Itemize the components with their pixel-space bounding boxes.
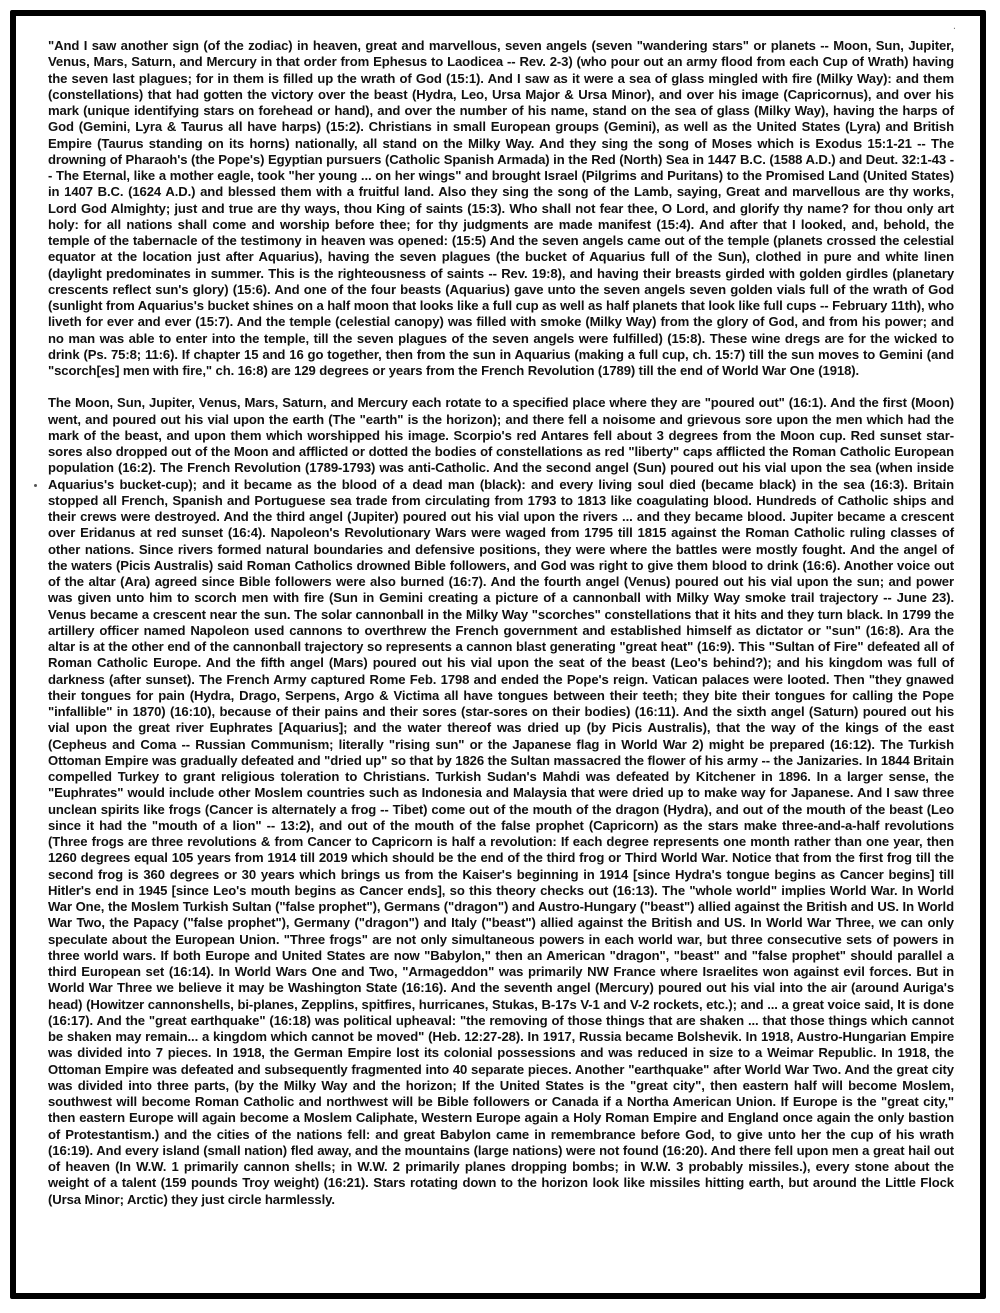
document-body [48, 38, 954, 1208]
paragraph-revelation-16: The Moon, Sun, Jupiter, Venus, Mars, Saturn, and Mercury each rotate to a specified place where they are "poured out" (16:1). And the first (Moon) went, and poured out his vial upon the earth (The "earth" is the horizon); and there fell a noisome and grievous sore upon the men which had the mark of the beast, and upon them which worshipped his image. Scorpio's red Antares fell about 3 degrees from the Moon cup. Red sunset star-sores also dropped out of the Moon and afflicted or dotted the bodies of constellations as red "liberty" caps afflicted the Roman Catholic European population (16:2). The French Revolution (1789-1793) was anti-Catholic. And the second angel (Sun) poured out his vial upon the sea (when inside Aquarius's bucket-cup); and it became as the blood of a dead man (black): and every living soul died (became black) in the sea (16:3). Britain stopped all French, Spanish and Portuguese sea trade from circulating from 1793 to 1813 like coagulating blood. Hundreds of Catholic ships and their crews were destroyed. And the third angel (Jupiter) poured out his vial upon the rivers ... and they became blood. Jupiter became a crescent over Eridanus at red sunset (16:4). Napoleon's Revolutionary Wars were waged from 1795 till 1815 against the Roman Catholic ruling classes of other nations. Since rivers formed natural boundaries and defensive positions, they were where the battles were mostly fought. And the angel of the waters (Picis Australis) said Roman Catholics drowned Bible followers, and God was right to give them blood to drink (16:6). Another voice out of the altar (Ara) agreed since Bible followers were also burned (16:7). And the fourth angel (Venus) poured out his vial upon the sun; and power was given unto him to scorch men with fire (Sun in Gemini creating a picture of a cannonball with Milky Way smoke trail trajectory -- June 23). Venus became a crescent near the sun. The solar cannonball in the Milky Way "scorches" constellations that it hits and they turn black. In 1799 the artillery officer named Napoleon used cannons to overthrew the French government and established himself as dictator or "sun" (16:8). Ara the altar is at the other end of the cannonball trajectory so represents a cannon blast generating "great heat" (16:9). This "Sultan of Fire" defeated all of Roman Catholic Europe. And the fifth angel (Mars) poured out his vial upon the seat of the beast (Leo's behind?); and his kingdom was full of darkness (after sunset). The French Army captured Rome Feb. 1798 and ended the Pope's reign. Vatican palaces were looted. Then "they gnawed their tongues for pain (Hydra, Drago, Serpens, Argo & Victima all have tongues between their teeth; they bite their tongues for calling the Pope "infallible" in 1870) (16:10), because of their pains and their sores (star-sores on their bodies) (16:11). And the sixth angel (Saturn) poured out his vial upon the great river Euphrates [Aquarius]; and the water thereof was dried up (by Picis Australis), that the way of the kings of the east (Cepheus and Coma -- Russian Communism; literally "rising sun" or the Japanese flag in World War 2) might be prepared (16:12). The Turkish Ottoman Empire was gradually defeated and "dried up" so that by 1826 the Sultan massacred the flower of his army -- the Janizaries. In 1844 Britain compelled Turkey to grant religious toleration to Christians. Turkish Sudan's Mahdi was defeated by Kitchener in 1896. In a larger sense, the "Euphrates" would include other Moslem countries such as Indonesia and Malaysia that were dried up to make way for Japanese. And I saw three unclean spirits like frogs (Cancer is alternately a frog -- Tibet) come out of the mouth of the dragon (Hydra), and out of the mouth of the beast (Leo since it had the "mouth of a lion" -- 13:2), and out of the mouth of the false prophet (Capricorn) as the stars make three-and-a-half revolutions (Three frogs are three revolutions & from Cancer to Capricorn is half a revolution: If each degree represents one month rather than one year, then 1260 degrees equal 105 years from 1914 till 2019 which should be the end of the third frog or Third World War. Notice that from the first frog till the second frog is 360 degrees or 30 years which brings us from the Kaiser's beginning in 1914 [since Hydra's tongue begins as Cancer begins] till Hitler's end in 1945 [since Leo's mouth begins as Cancer ends], so this theory checks out (16:13). The "whole world" implies World War. In World War One, the Moslem Turkish Sultan ("false prophet"), Germans ("dragon") and Austro-Hungary ("beast") allied against the British and US. In World War Two, the Papacy ("false prophet"), Germany ("dragon") and Italy ("beast") allied against the British and US. In World War Three, we can only speculate about the European Union. "Three frogs" are not only simultaneous powers in each world war, but three consecutive sets of powers in three world wars. If both Europe and United States are now "Babylon," then an American "dragon", "beast" and "false prophet" should parallel a third European set (16:14). In World Wars One and Two, "Armageddon" was primarily NW France where Israelites won against evil forces. But in World War Three we believe it may be Washington State (16:16). And the seventh angel (Mercury) poured out his vial into the air (around Auriga's head) (Howitzer cannonshells, bi-planes, Zepplins, spitfires, hurricanes, Stukas, B-17s V-1 and V-2 rockets, etc.); and ... a great voice said, It is done (16:17). And the "great earthquake" (16:18) was political upheaval: "the removing of those things that are shaken ... that those things which cannot be shaken may remain... a kingdom which cannot be moved" (Heb. 12:27-28). In 1917, Russia became Bolshevik. In 1918, Austro-Hungarian Empire was divided into 7 pieces. In 1918, the German Empire lost its colonial possessions and was reduced in size to a Weimar Republic. In 1918, the Ottoman Empire was defeated and subsequently fragmented into 40 separate pieces. Another "earthquake" after World War Two. And the great city was divided into three parts, (by the Milky Way and the horizon; If the United States is the "great city", then eastern half will become Moslem, southwest will become Roman Catholic and northwest will be Bible followers or Canada if a Northa American Union. If Europe is the "great city," then eastern Europe will again become a Moslem Caliphate, Western Europe again a Holy Roman Empire and England once again the only bastion of Protestantism.) and the cities of the nations fell: and great Babylon came in remembrance before God, to give unto her the cup of his wrath (16:19). And every island (small nation) fled away, and the mountains (large nations) were not found (16:20). And there fell upon men a great hail out of heaven (In W.W. 1 primarily cannon shells; in W.W. 2 primarily planes dropping bombs; in W.W. 3 probably missiles.), every stone about the weight of a talent (159 pounds Troy weight) (16:21). Stars rotating down to the horizon look like missiles hitting earth, but around the Little Flock (Ursa Minor; Arctic) they just circle harmlessly. [48, 395, 954, 1207]
scan-dot-mark [34, 484, 37, 487]
paragraph-revelation-15: "And I saw another sign (of the zodiac) in heaven, great and marvellous, seven angels (seven "wandering stars" or planets -- Moon, Sun, Jupiter, Venus, Mars, Saturn, and Mercury in that order from Ephesus to Laodicea -- Rev. 2-3) (who pour out an army flood from each Cup of Wrath) having the seven last plagues; for in them is filled up the wrath of God (15:1). And I saw as it were a sea of glass mingled with fire (Milky Way): and them (constellations) that had gotten the victory over the beast (Hydra, Leo, Ursa Major & Ursa Minor), and over his image (Capricornus), and over his mark (unique identifying stars on forehead or hand), and over the number of his name, stand on the sea of glass (Milky Way), having the harps of God (Gemini, Lyra & Taurus all have harps) (15:2). Christians in small European groups (Gemini), as well as the United States (Lyra) and British Empire (Taurus standing on its horns) nationally, all stand on the Milky Way. And they sing the song of Moses which is Exodus 15:1-21 -- The drowning of Pharaoh's (the Pope's) Egyptian pursuers (Catholic Spanish Armada) in the Red (North) Sea in 1447 B.C. (1588 A.D.) and Deut. 32:1-43 -- The Eternal, like a mother eagle, took "her young ... on her wings" and brought Israel (Pilgrims and Puritans) to the Promised Land (United States) in 1407 B.C. (1624 A.D.) and blessed them with a fruitful land. Also they sing the song of the Lamb, saying, Great and marvellous are thy works, Lord God Almighty; just and true are thy ways, thou King of saints (15:3). Who shall not fear thee, O Lord, and glorify thy name? for thou only art holy: for all nations shall come and worship before thee; for thy judgments are made manifest (15:4). And after that I looked, and, behold, the temple of the tabernacle of the testimony in heaven was opened: (15:5) And the seven angels came out of the temple (planets crossed the celestial equator at the location just after Aquarius), having the seven plagues (the bucket of Aquarius full of the Sun), clothed in pure and white linen (daylight predominates in summer. This is the righteousness of saints -- Rev. 19:8), and having their breasts girded with golden girdles (planetary crescents reflect sun's glory) (15:6). And one of the four beasts (Aquarius) gave unto the seven angels seven golden vials full of the wrath of God (sunlight from Aquarius's bucket shines on a half moon that looks like a full cup as well as half planets that look like full cups -- February 11th), who liveth for ever and ever (15:7). And the temple (celestial canopy) was filled with smoke (Milky Way) from the glory of God, and from his power; and no man was able to enter into the temple, till the seven plagues of the seven angels were fulfilled) (15:8). These wine dregs are for the wicked to drink (Ps. 75:8; 11:6). If chapter 15 and 16 go together, then from the sun in Aquarius (making a full cup, ch. 15:7) till the sun moves to Gemini (and "scorch[es] men with fire," ch. 16:8) are 129 degrees or years from the French Revolution (1789) till the end of World War One (1918). [48, 38, 954, 378]
scan-speck-mark: · [952, 24, 956, 35]
